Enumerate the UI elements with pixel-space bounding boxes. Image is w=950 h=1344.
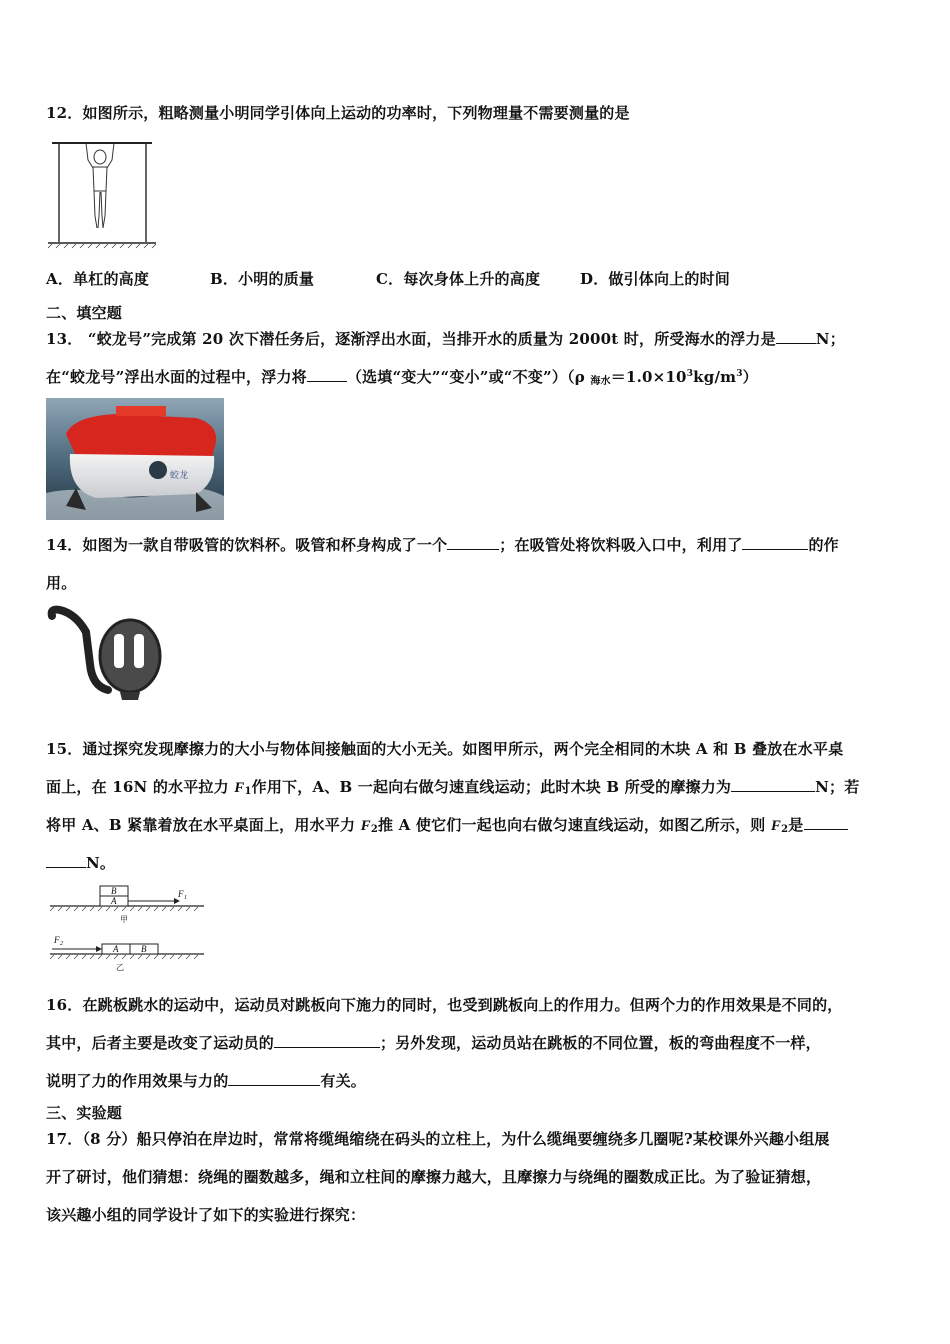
q15-text2a: 面上，在 16N 的水平拉力	[46, 778, 235, 796]
q12-stem: 12．如图所示，粗略测量小明同学引体向上运动的功率时，下列物理量不需要测量的是	[46, 104, 630, 122]
q15-text3c: 是	[788, 816, 804, 834]
q15-line1: 15．通过探究发现摩擦力的大小与物体间接触面的大小无关。如图甲所示，两个完全相同的木块 A 和 B 叠放在水平桌	[46, 740, 844, 758]
q14-text1c: 的作	[808, 536, 839, 554]
q16-text3a: 说明了力的作用效果与力的	[46, 1072, 229, 1090]
section2-title: 二、填空题	[46, 304, 123, 322]
q13-text2: 在“蛟龙号”浮出水面的过程中，浮力将	[46, 368, 307, 386]
section3-title: 三、实验题	[46, 1104, 123, 1122]
q15-text3a: 将甲 A、B 紧靠着放在水平桌面上，用水平力	[46, 816, 361, 834]
q17-line2: 开了研讨，他们猜想：绕绳的圈数越多，绳和立柱间的摩擦力越大，且摩擦力与绕绳的圈数成正比。为了验证猜想，	[46, 1168, 822, 1186]
q13-text1b: N；	[815, 330, 845, 348]
bottom-force-label: F	[54, 935, 60, 945]
bottom-block-a-label: A	[113, 944, 119, 954]
q15-blank2b[interactable]	[46, 854, 86, 868]
rho-subscript: 海水	[590, 376, 611, 387]
q13-blank1[interactable]	[776, 330, 816, 344]
q16-line3	[46, 1070, 366, 1091]
q13-text1: 13． “蛟龙号”完成第 20 次下潜任务后，逐渐浮出水面，当排开水的质量为 2000t 时，所受海水的浮力是	[46, 330, 776, 348]
f2-subscript: 2	[370, 824, 378, 835]
f2-symbol-2: F	[770, 818, 782, 834]
q15-line4	[46, 852, 115, 873]
q13-text2c: ＝1.0×10	[610, 368, 687, 386]
q12-options	[46, 268, 730, 289]
q14-blank1[interactable]	[447, 536, 499, 550]
f2-subscript-2: 2	[781, 824, 789, 835]
q16-line1: 16．在跳板跳水的运动中，运动员对跳板向下施力的同时，也受到跳板向上的作用力。但两个力的作用效果是不同的，	[46, 996, 843, 1014]
q13-blank2[interactable]	[307, 368, 347, 382]
top-force-subscript: 1	[184, 895, 187, 901]
q14-line2: 用。	[46, 574, 77, 592]
q13-text2d: kg/m	[693, 368, 737, 386]
q15-text3b: 推 A 使它们一起也向右做匀速直线运动，如图乙所示，则	[377, 816, 771, 834]
bottom-block-b-label: B	[141, 944, 147, 954]
bottom-force-subscript: 2	[60, 941, 63, 947]
q16-text3b: 有关。	[320, 1072, 367, 1090]
q17-line3: 该兴趣小组的同学设计了如下的实验进行探究：	[46, 1206, 366, 1224]
q16-blank1[interactable]	[274, 1034, 380, 1048]
figure-jia-label: 甲	[120, 915, 128, 924]
q13-line2	[46, 366, 758, 387]
q13-text2b: （选填“变大”“变小”或“不变”）（ρ	[346, 368, 591, 386]
submersible-photo	[46, 398, 224, 520]
pull-up-figure	[48, 136, 156, 250]
q13-exponent: 3	[686, 369, 694, 379]
q16-line2	[46, 1032, 821, 1053]
q15-text4: N。	[86, 854, 116, 872]
option-c[interactable]: C．每次身体上升的高度	[376, 270, 541, 288]
q14-blank2[interactable]	[742, 536, 808, 550]
f1-subscript: 1	[244, 786, 252, 797]
q14-line1	[46, 534, 839, 555]
straw-cup-figure	[46, 604, 164, 708]
q15-text2c: N；若	[815, 778, 860, 796]
figure-yi-label: 乙	[116, 963, 124, 972]
q15-blank1[interactable]	[731, 778, 815, 792]
q16-blank2[interactable]	[228, 1072, 320, 1086]
option-d[interactable]: D．做引体向上的时间	[580, 270, 731, 288]
f2-symbol: F	[360, 818, 371, 834]
friction-blocks-diagram	[48, 880, 206, 972]
q14-text1: 14．如图为一款自带吸管的饮料杯。吸管和杯身构成了一个	[46, 536, 448, 554]
top-block-b-label: B	[111, 886, 117, 896]
submersible-name: 蛟龙	[170, 471, 189, 481]
q13-line1	[46, 328, 845, 349]
q17-line1: 17．（8 分）船只停泊在岸边时，常常将缆绳缩绕在码头的立柱上，为什么缆绳要缠绕多几圈呢?某校课外兴趣小组展	[46, 1130, 830, 1148]
q13-text2e: ）	[742, 368, 758, 386]
q13-exponent2: 3	[736, 369, 743, 379]
top-force-label: F	[178, 889, 184, 899]
q15-blank2a[interactable]	[804, 816, 848, 830]
f1-symbol: F	[234, 780, 245, 796]
q14-text1b: ；在吸管处将饮料吸入口中，利用了	[499, 536, 743, 554]
option-a[interactable]: A．单杠的高度	[46, 270, 150, 288]
q15-line3	[46, 814, 848, 835]
q16-text2a: 其中，后者主要是改变了运动员的	[46, 1034, 275, 1052]
top-block-a-label: A	[111, 896, 117, 906]
option-b[interactable]: B．小明的质量	[210, 270, 315, 288]
q16-text2b: ；另外发现，运动员站在跳板的不同位置，板的弯曲程度不一样，	[380, 1034, 821, 1052]
q15-text2b: 作用下，A、B 一起向右做匀速直线运动；此时木块 B 所受的摩擦力为	[251, 778, 732, 796]
q15-line2	[46, 776, 859, 797]
